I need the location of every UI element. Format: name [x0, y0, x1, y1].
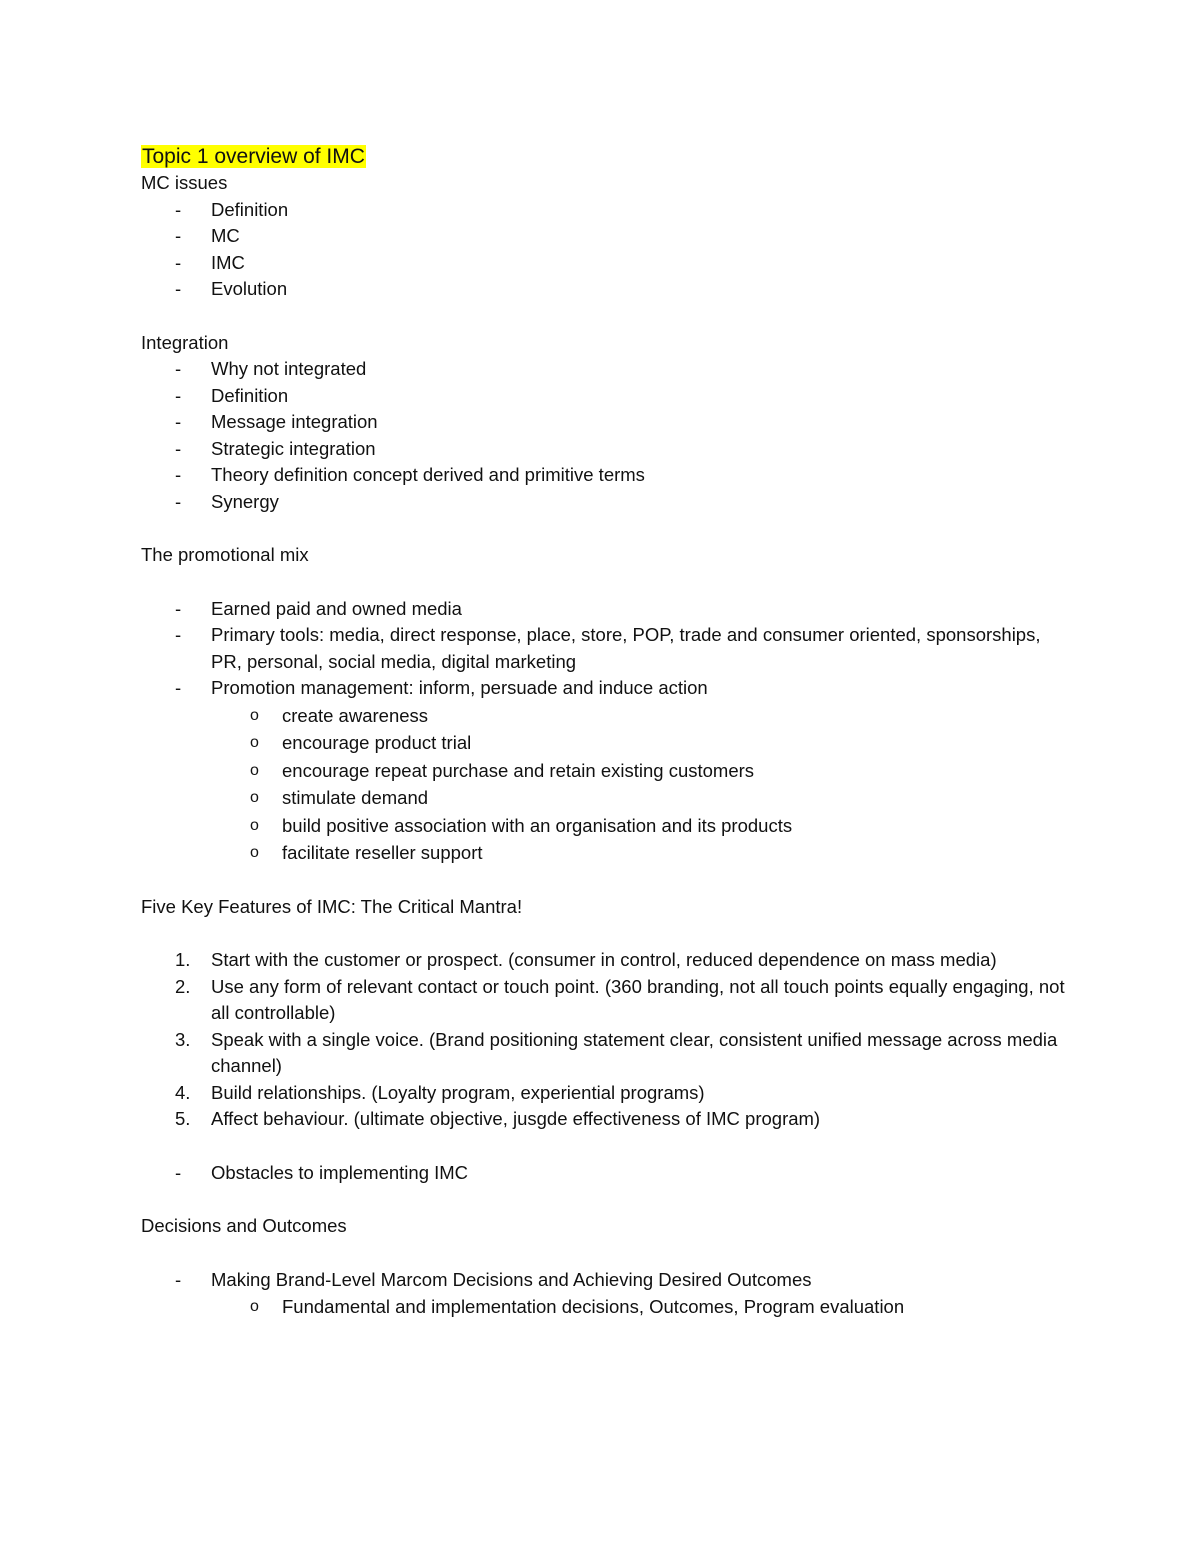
number-marker: 3. [175, 1028, 191, 1050]
circle-marker: o [250, 1298, 259, 1315]
section-heading-five-key-features: Five Key Features of IMC: The Critical Mantra! [141, 895, 523, 917]
dash-marker: - [175, 1268, 182, 1290]
numbered-item-text: Build relationships. (Loyalty program, experiential programs) [211, 1081, 705, 1103]
numbered-item [141, 974, 1071, 1027]
circle-marker: o [250, 734, 259, 751]
promotional-mix-list [141, 596, 1071, 702]
list-item-text: Strategic integration [211, 437, 376, 459]
title-line [141, 142, 1071, 172]
numbered-item-text: Affect behaviour. (ultimate objective, jusgde effectiveness of IMC program) [211, 1108, 821, 1129]
dash-marker: - [175, 225, 182, 246]
list-item [141, 489, 1071, 516]
list-item [141, 356, 1071, 383]
list-item [141, 383, 1071, 410]
dash-marker: - [175, 1161, 182, 1183]
decisions-list [141, 1267, 1071, 1294]
numbered-item-text: Start with the customer or prospect. (consumer in control, reduced dependence on mass media) [211, 949, 997, 970]
section-heading-decisions-outcomes: Decisions and Outcomes [141, 1215, 347, 1236]
numbered-item [141, 947, 1071, 974]
spacer [141, 920, 1071, 947]
dash-marker: - [175, 198, 182, 220]
dash-marker: - [175, 677, 182, 698]
sublist-item-text: create awareness [282, 704, 429, 726]
sublist-item [141, 729, 1071, 757]
document-title: Topic 1 overview of IMC [142, 145, 365, 168]
sublist-item-text: facilitate reseller support [282, 842, 483, 863]
dash-marker: - [175, 464, 182, 485]
list-item-text: Earned paid and owned media [211, 597, 462, 619]
list-item-text: IMC [211, 251, 245, 273]
dash-marker: - [175, 624, 182, 645]
number-marker: 2. [175, 975, 191, 997]
numbered-item-text: Speak with a single voice. (Brand positioning statement clear, consistent unified message across media channel) [211, 1028, 1058, 1076]
numbered-item [141, 1080, 1071, 1107]
spacer [141, 867, 1071, 894]
number-marker: 4. [175, 1081, 191, 1103]
list-item-text: Evolution [211, 278, 288, 299]
section-heading-mc-issues: MC issues [141, 172, 228, 193]
document-page [141, 142, 1071, 1321]
list-item-text: Message integration [211, 411, 378, 432]
numbered-item [141, 1027, 1071, 1080]
section-heading-integration: Integration [141, 331, 229, 353]
integration-list [141, 356, 1071, 515]
list-item [141, 622, 1071, 675]
numbered-item-text: Use any form of relevant contact or touch point. (360 branding, not all touch points equally engaging, not all controllable) [211, 975, 1065, 1023]
list-item-text: Promotion management: inform, persuade and induce action [211, 677, 708, 698]
list-item-text: Theory definition concept derived and primitive terms [211, 464, 645, 485]
list-item-text: Definition [211, 384, 289, 406]
section-heading-promotional-mix: The promotional mix [141, 544, 309, 565]
circle-marker: o [250, 706, 259, 724]
dash-marker: - [175, 384, 182, 406]
list-item [141, 1267, 1071, 1294]
list-item-text: Making Brand-Level Marcom Decisions and Achieving Desired Outcomes [211, 1268, 812, 1290]
list-item [141, 223, 1071, 250]
sublist-item [141, 757, 1071, 785]
dash-marker: - [175, 278, 182, 299]
list-item-text: Why not integrated [211, 358, 367, 379]
list-item-text: Obstacles to implementing IMC [211, 1161, 469, 1183]
sublist-item [141, 784, 1071, 812]
list-item [141, 276, 1071, 303]
promotion-management-sublist [141, 702, 1071, 867]
list-item [141, 197, 1071, 224]
dash-marker: - [175, 437, 182, 459]
dash-marker: - [175, 358, 182, 379]
circle-marker: o [250, 816, 259, 834]
list-item-text: Definition [211, 198, 289, 220]
list-item [141, 1160, 1071, 1187]
list-item [141, 462, 1071, 489]
list-item-text: Synergy [211, 490, 279, 512]
list-item [141, 675, 1071, 702]
sublist-item [141, 702, 1071, 730]
spacer [141, 1240, 1071, 1267]
dash-marker: - [175, 490, 182, 512]
list-item [141, 596, 1071, 623]
spacer [141, 515, 1071, 542]
sublist-item [141, 812, 1071, 840]
circle-marker: o [250, 789, 259, 806]
circle-marker: o [250, 761, 259, 779]
dash-marker: - [175, 597, 182, 619]
five-features-list [141, 947, 1071, 1133]
number-marker: 5. [175, 1108, 191, 1129]
sublist-item-text: Fundamental and implementation decisions, Outcomes, Program evaluation [282, 1296, 905, 1317]
sublist-item [141, 1293, 1071, 1321]
sublist-item-text: encourage repeat purchase and retain existing customers [282, 759, 755, 781]
dash-marker: - [175, 411, 182, 432]
spacer [141, 1133, 1071, 1160]
decisions-sublist [141, 1293, 1071, 1321]
list-item-text: MC [211, 225, 240, 246]
sublist-item [141, 839, 1071, 867]
spacer [141, 1186, 1071, 1213]
spacer [141, 303, 1071, 330]
sublist-item-text: build positive association with an organisation and its products [282, 814, 793, 836]
spacer [141, 569, 1071, 596]
list-item [141, 409, 1071, 436]
sublist-item-text: encourage product trial [282, 732, 472, 753]
number-marker: 1. [175, 949, 191, 970]
circle-marker: o [250, 844, 259, 861]
list-item-text: Primary tools: media, direct response, place, store, POP, trade and consumer oriented, sponsorships, PR, personal, social media, digital marketing [211, 624, 1041, 672]
obstacles-list [141, 1160, 1071, 1187]
numbered-item [141, 1106, 1071, 1133]
sublist-item-text: stimulate demand [282, 787, 429, 808]
list-item [141, 436, 1071, 463]
dash-marker: - [175, 251, 182, 273]
list-item [141, 250, 1071, 277]
mc-issues-list [141, 197, 1071, 303]
